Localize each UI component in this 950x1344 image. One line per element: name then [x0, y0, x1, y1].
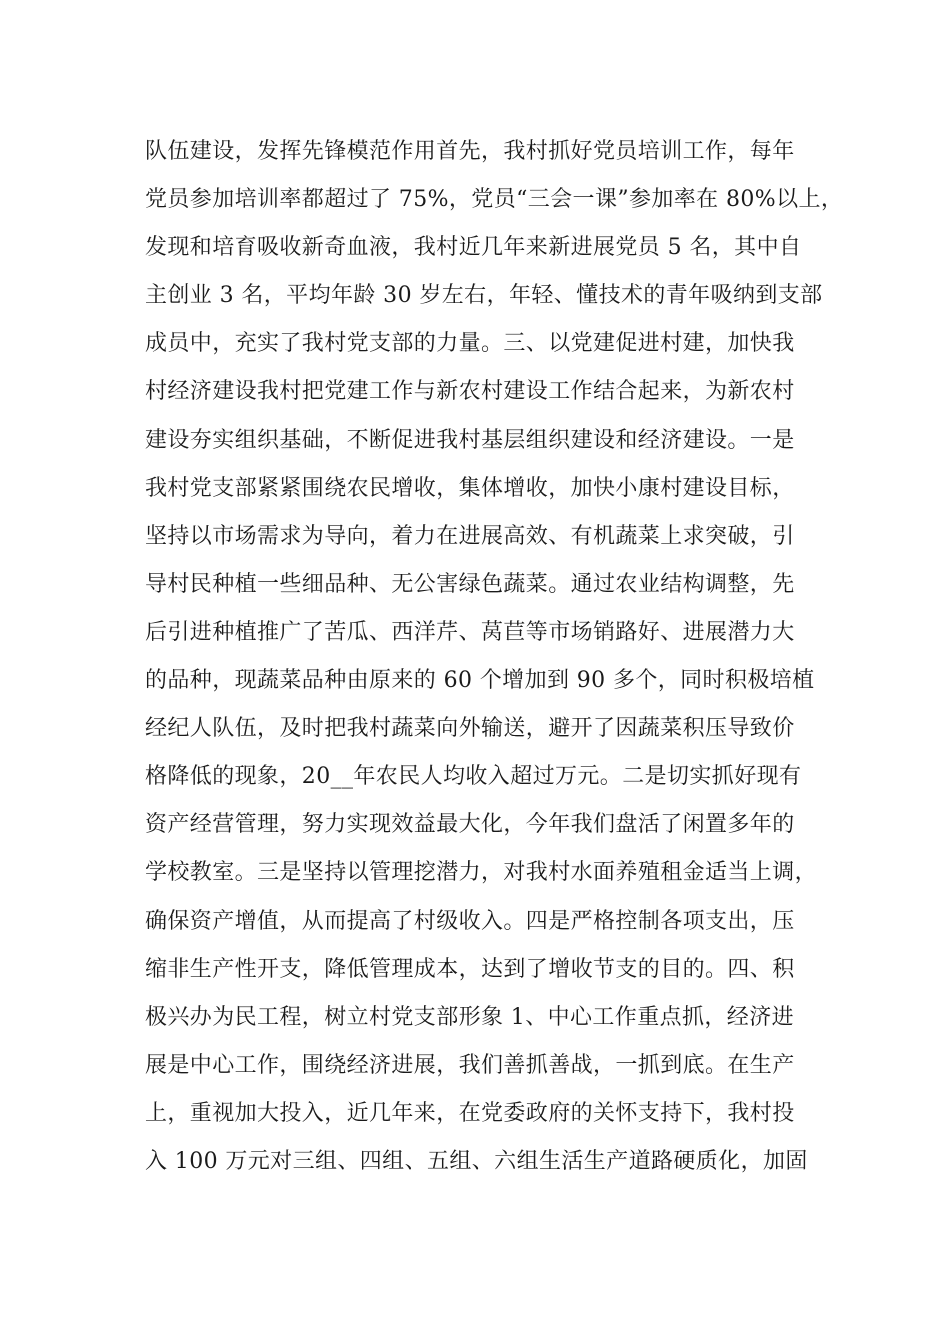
text-line: 入 100 万元对三组、四组、五组、六组生活生产道路硬质化，加固	[145, 1148, 808, 1174]
text-line: 坚持以市场需求为导向，着力在进展高效、有机蔬菜上求突破，引	[145, 523, 795, 549]
text-line: 导村民种植一些细品种、无公害绿色蔬菜。通过农业结构调整，先	[145, 571, 795, 597]
body-text	[145, 128, 844, 1186]
text-line: 我村党支部紧紧围绕农民增收，集体增收，加快小康村建设目标，	[145, 475, 795, 501]
text-line: 上，重视加大投入，近几年来，在党委政府的关怀支持下，我村投	[145, 1100, 795, 1126]
text-line: 党员参加培训率都超过了 75%，党员“三会一课”参加率在 80%以上，	[145, 187, 844, 213]
text-line: 村经济建设我村把党建工作与新农村建设工作结合起来，为新农村	[145, 379, 795, 405]
text-line: 展是中心工作，围绕经济进展，我们善抓善战，一抓到底。在生产	[145, 1052, 795, 1078]
text-line: 建设夯实组织基础，不断促进我村基层组织建设和经济建设。一是	[145, 427, 795, 453]
text-line: 成员中，充实了我村党支部的力量。三、以党建促进村建，加快我	[145, 331, 795, 357]
text-line: 的品种，现蔬菜品种由原来的 60 个增加到 90 多个，同时积极培植	[145, 668, 815, 694]
text-line: 经纪人队伍，及时把我村蔬菜向外输送，避开了因蔬菜积压导致价	[145, 716, 795, 742]
text-line: 后引进种植推广了苦瓜、西洋芹、莴苣等市场销路好、进展潜力大	[145, 619, 795, 645]
text-line: 资产经营管理，努力实现效益最大化，今年我们盘活了闲置多年的	[145, 812, 795, 838]
text-line: 发现和培育吸收新奇血液，我村近几年来新进展党员 5 名，其中自	[145, 235, 802, 261]
text-line: 缩非生产性开支，降低管理成本，达到了增收节支的目的。四、积	[145, 956, 795, 982]
text-line: 学校教室。三是坚持以管理挖潜力，对我村水面养殖租金适当上调，	[145, 860, 818, 886]
text-line: 格降低的现象，20__年农民人均收入超过万元。二是切实抓好现有	[145, 764, 802, 790]
text-line: 极兴办为民工程，树立村党支部形象 1、中心工作重点抓，经济进	[145, 1004, 794, 1030]
text-line: 队伍建设，发挥先锋模范作用首先，我村抓好党员培训工作，每年	[145, 139, 795, 164]
text-line: 确保资产增值，从而提高了村级收入。四是严格控制各项支出，压	[145, 908, 795, 934]
text-line: 主创业 3 名，平均年龄 30 岁左右，年轻、懂技术的青年吸纳到支部	[145, 283, 823, 309]
